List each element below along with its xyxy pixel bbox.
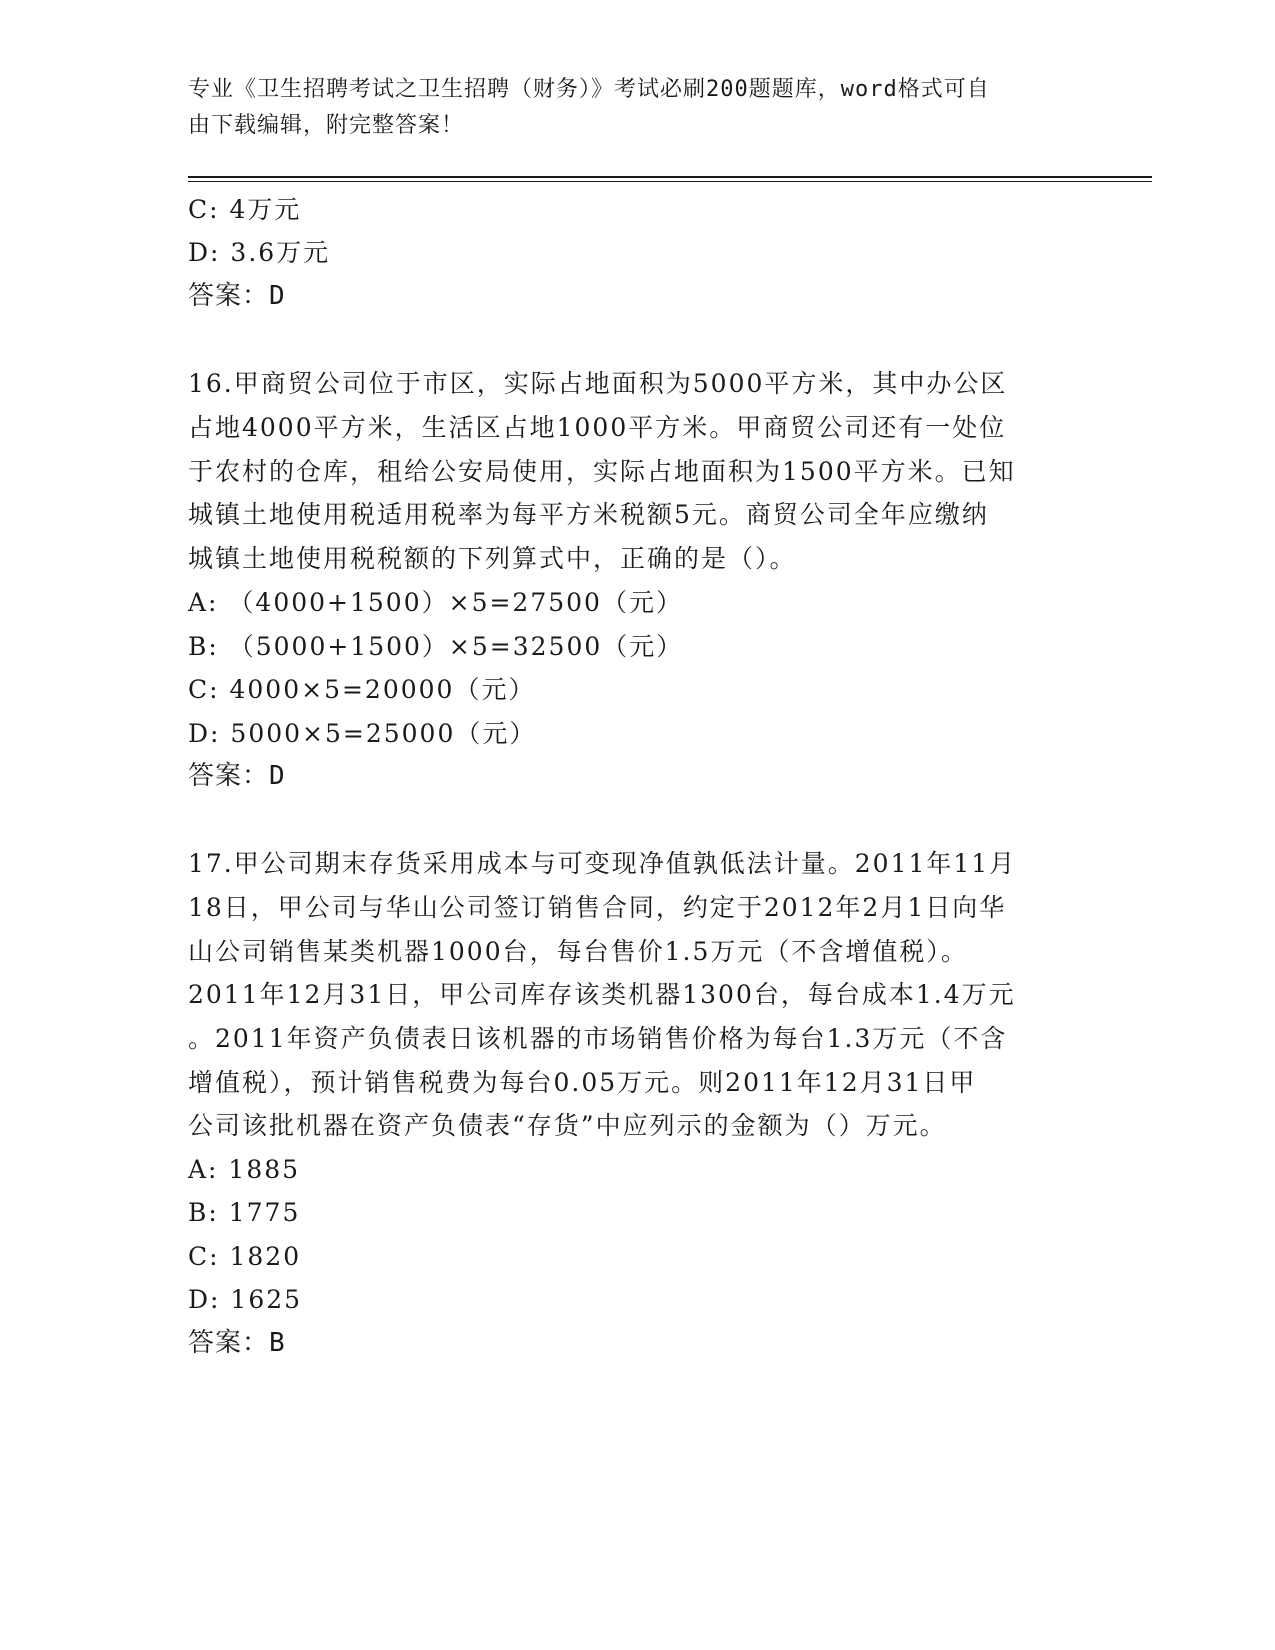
q17-answer: 答案：B — [188, 1328, 286, 1358]
prev-option-c: C: 4万元 — [188, 195, 302, 224]
q17-line-6: 增值税），预计销售税费为每台0.05万元。则2011年12月31日甲 — [188, 1068, 977, 1097]
q17-line-2: 18日，甲公司与华山公司签订销售合同，约定于2012年2月1日向华 — [188, 893, 1007, 922]
header-rule-thin — [188, 181, 1152, 182]
header-rule-thick — [188, 176, 1152, 178]
q16-line-5: 城镇土地使用税税额的下列算式中，正确的是（）。 — [188, 544, 797, 573]
q16-line-4: 城镇土地使用税适用税率为每平方米税额5元。商贸公司全年应缴纳 — [188, 500, 989, 529]
q17-option-b: B: 1775 — [188, 1198, 301, 1227]
q17-line-3: 山公司销售某类机器1000台，每台售价1.5万元（不含增值税）。 — [188, 937, 968, 966]
q17-line-4: 2011年12月31日，甲公司库存该类机器1300台，每台成本1.4万元 — [188, 980, 1016, 1009]
q16-line-3: 于农村的仓库，租给公安局使用，实际占地面积为1500平方米。已知 — [188, 457, 1016, 486]
q17-line-5: 。2011年资产负债表日该机器的市场销售价格为每台1.3万元（不含 — [188, 1024, 1008, 1053]
document-header — [188, 72, 1088, 144]
header-line-1: 专业《卫生招聘考试之卫生招聘（财务）》考试必刷200题题库，word格式可自 — [188, 77, 990, 102]
prev-option-d: D: 3.6万元 — [188, 238, 331, 267]
q16-option-b: B: （5000+1500）×5=32500（元） — [188, 632, 684, 661]
header-line-2: 由下载编辑，附完整答案！ — [188, 113, 465, 138]
q16-option-c: C: 4000×5=20000（元） — [188, 675, 536, 704]
q16-option-d: D: 5000×5=25000（元） — [188, 719, 537, 748]
q16-line-2: 占地4000平方米，生活区占地1000平方米。甲商贸公司还有一处位 — [188, 413, 1007, 442]
q16-option-a: A: （4000+1500）×5=27500（元） — [188, 588, 683, 617]
q17-line-1: 17.甲公司期末存货采用成本与可变现净值孰低法计量。2011年11月 — [188, 849, 1017, 878]
q17-option-a: A: 1885 — [188, 1155, 301, 1184]
q16-answer: 答案：D — [188, 761, 286, 791]
q17-option-d: D: 1625 — [188, 1285, 303, 1314]
q17-line-7: 公司该批机器在资产负债表“存货”中应列示的金额为（）万元。 — [188, 1111, 947, 1140]
prev-answer: 答案：D — [188, 281, 286, 311]
q16-line-1: 16.甲商贸公司位于市区，实际占地面积为5000平方米，其中办公区 — [188, 369, 1008, 398]
q17-option-c: C: 1820 — [188, 1242, 302, 1271]
